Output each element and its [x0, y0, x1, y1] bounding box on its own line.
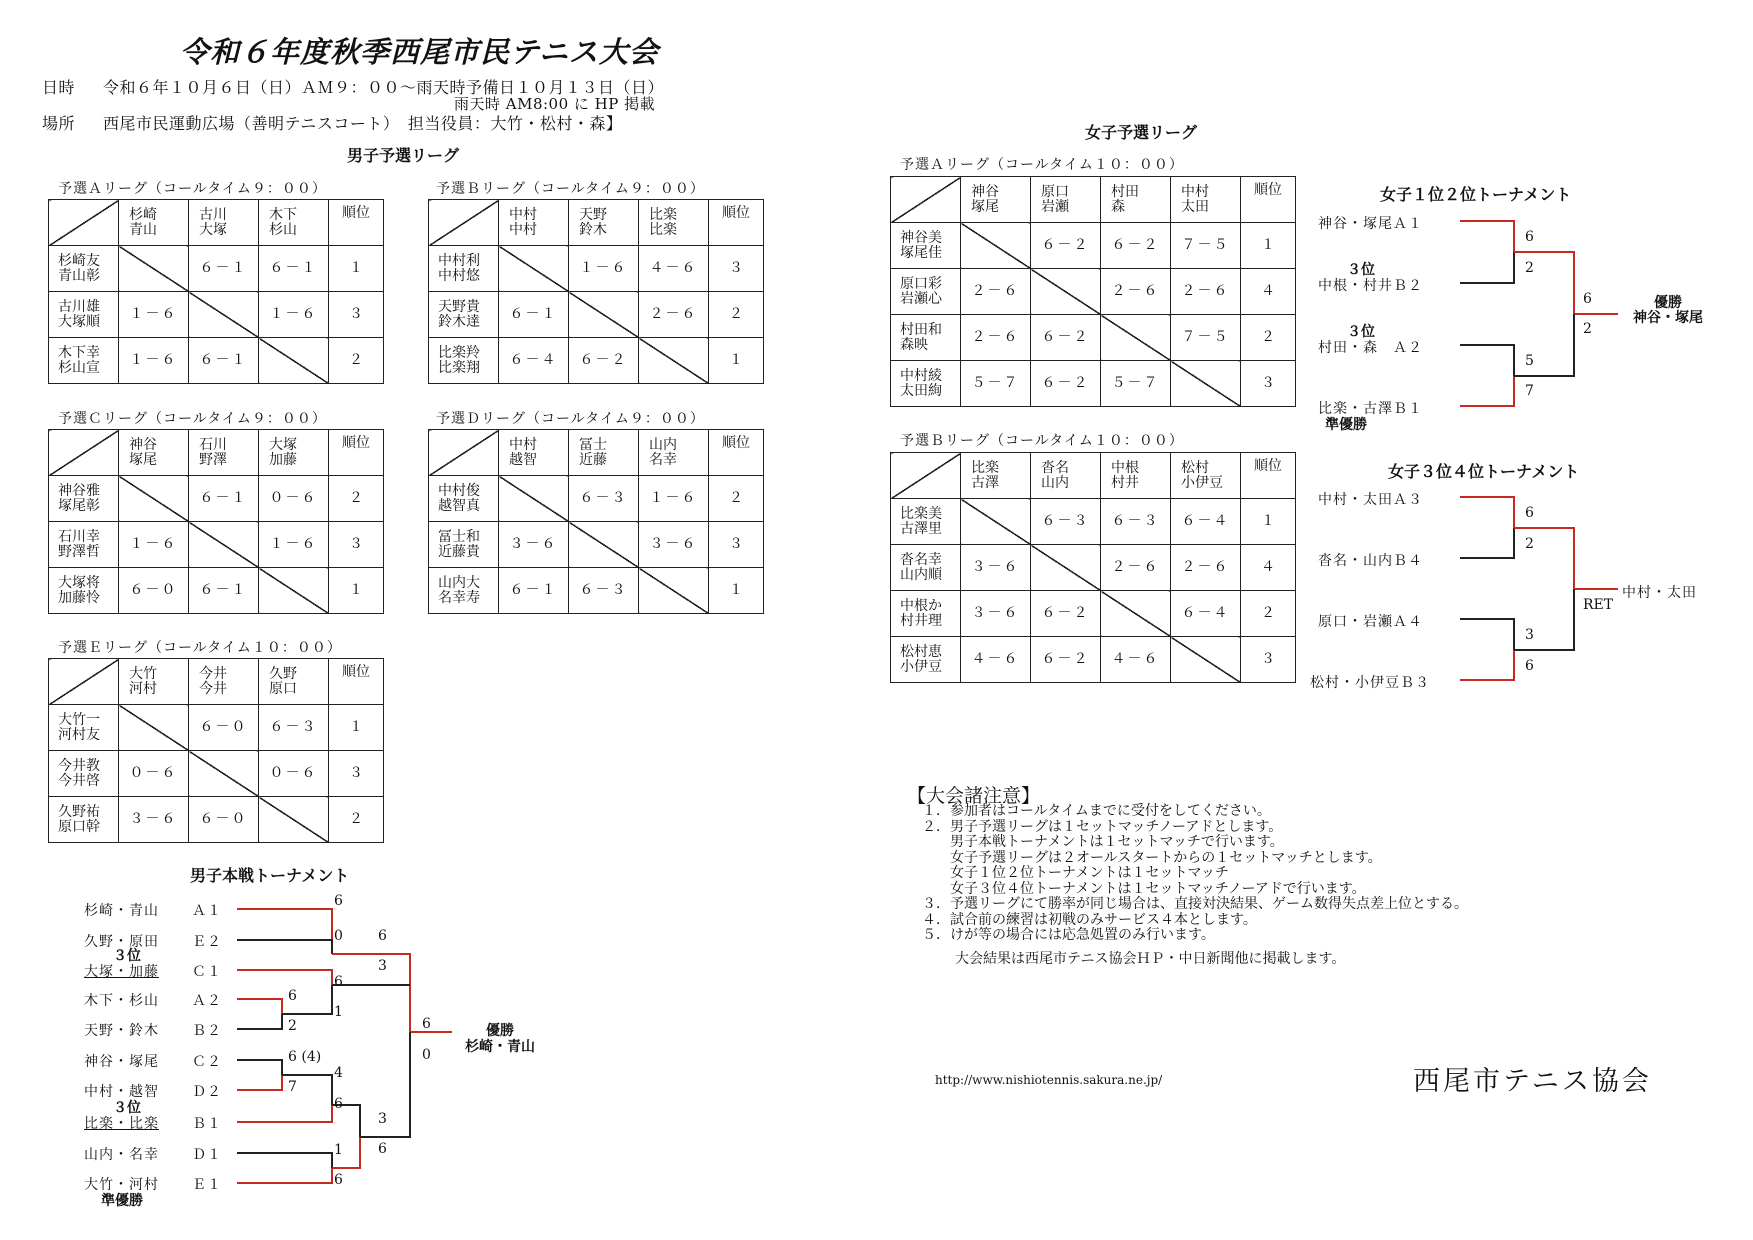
column-header: 中村 太田 — [1171, 177, 1241, 223]
men-score: 6 — [334, 893, 343, 909]
men-score: 1 — [334, 1142, 343, 1158]
score-cell: ３－６ — [961, 591, 1031, 637]
row-header: 木下幸 杉山宣 — [49, 338, 119, 384]
league-title-men-a: 予選Ａリーグ（コールタイム９：００） — [58, 181, 327, 197]
women-league-title: 女子予選リーグ — [1085, 123, 1198, 142]
men-score: 3 — [378, 1111, 387, 1127]
rank-cell: ３ — [1241, 361, 1296, 407]
score-cell: ６－３ — [1101, 499, 1171, 545]
score-cell: ６－４ — [1171, 591, 1241, 637]
bracket-line-winner — [1460, 376, 1514, 406]
men-player-9: 山内・名幸 — [84, 1147, 159, 1163]
score-cell: ２－６ — [639, 292, 709, 338]
men-seed-6: Ｃ２ — [192, 1054, 222, 1070]
rank-cell: ２ — [329, 476, 384, 522]
rank-cell: ３ — [709, 246, 764, 292]
rank-header: 順位 — [329, 659, 384, 705]
women-t12-score: 6 — [1525, 229, 1534, 245]
rank-header: 順位 — [1241, 453, 1296, 499]
women-t12-runner-up-label: 準優勝 — [1325, 417, 1367, 433]
notes-line: ４．試合前の練習は初戦のみサービス４本とします。 — [922, 911, 1257, 928]
men-score: 2 — [288, 1018, 297, 1034]
row-header: 中村綾 太田絢 — [891, 361, 961, 407]
score-cell: ５－７ — [961, 361, 1031, 407]
score-cell: ５－７ — [1101, 361, 1171, 407]
column-header: 木下 杉山 — [259, 200, 329, 246]
score-cell: ３－６ — [499, 522, 569, 568]
rank-header: 順位 — [1241, 177, 1296, 223]
score-cell: ３－６ — [961, 545, 1031, 591]
bracket-line-winner — [1460, 497, 1514, 528]
score-cell: ６－１ — [259, 246, 329, 292]
column-header: 大塚 加藤 — [259, 430, 329, 476]
women-t12-score: 5 — [1525, 353, 1534, 369]
score-cell: ６－２ — [1031, 223, 1101, 269]
men-third-label-1: ３位 — [113, 948, 141, 964]
rank-header: 順位 — [709, 200, 764, 246]
place-value: 西尾市民運動広場（善明テニスコート） 担当役員：大竹・松村・森】 — [103, 114, 623, 133]
row-header: 村田和 森映 — [891, 315, 961, 361]
women-t34-score: 6 — [1525, 658, 1534, 674]
notes-line: ３．予選リーグにて勝率が同じ場合は、直接対決結果、ゲーム数得失点差上位とする。 — [922, 896, 1468, 912]
men-r1-match-3 — [237, 1060, 282, 1090]
score-cell: ２－６ — [1101, 545, 1171, 591]
men-score: 0 — [422, 1047, 431, 1063]
row-header: 杉崎友 青山彰 — [49, 246, 119, 292]
row-header: 比楽美 古澤里 — [891, 499, 961, 545]
league-title-men-d: 予選Ｄリーグ（コールタイム９：００） — [436, 411, 705, 427]
women-t34-winner: 中村・太田 — [1622, 585, 1697, 601]
score-cell: ６－１ — [189, 246, 259, 292]
men-seed-3: Ｃ１ — [192, 964, 222, 980]
score-cell: ３－６ — [119, 797, 189, 843]
women-t12-champion: 神谷・塚尾 — [1633, 310, 1703, 326]
men-player-1: 杉崎・青山 — [84, 903, 159, 919]
rank-cell: １ — [1241, 223, 1296, 269]
women-t12-score: 6 — [1583, 291, 1592, 307]
men-player-7: 中村・越智 — [84, 1084, 159, 1100]
column-header: 天野 鈴木 — [569, 200, 639, 246]
rank-header: 順位 — [329, 200, 384, 246]
score-cell: ４－６ — [961, 637, 1031, 683]
page-title: 令和６年度秋季西尾市民テニス大会 — [180, 35, 659, 69]
rank-cell: １ — [1241, 499, 1296, 545]
row-header: 山内大 名幸寿 — [429, 568, 499, 614]
league-title-women-a: 予選Ａリーグ（コールタイム１０：００） — [900, 157, 1184, 173]
bracket-line-loser — [1460, 528, 1514, 558]
notes-line: 女子３位４位トーナメントは１セットマッチノーアドで行います。 — [922, 880, 1366, 897]
notes-result-line: 大会結果は西尾市テニス協会ＨＰ・中日新聞他に掲載します。 — [955, 951, 1346, 967]
score-cell: ４－６ — [639, 246, 709, 292]
women-t12-score: 7 — [1525, 383, 1534, 399]
row-header: 原口彩 岩瀬心 — [891, 269, 961, 315]
men-player-4: 木下・杉山 — [84, 993, 159, 1009]
score-cell: １－６ — [119, 292, 189, 338]
row-header: 大塚将 加藤怜 — [49, 568, 119, 614]
row-header: 古川雄 大塚順 — [49, 292, 119, 338]
notes-line: ５．けが等の場合には応急処置のみ行います。 — [922, 927, 1215, 943]
men-score: 6 (4) — [288, 1049, 322, 1065]
men-champion: 杉崎・青山 — [465, 1039, 535, 1055]
rank-cell: ４ — [1241, 269, 1296, 315]
score-cell: ６－４ — [499, 338, 569, 384]
column-header: 冨士 近藤 — [569, 430, 639, 476]
bracket-line-loser — [237, 1014, 282, 1029]
score-cell: ６－１ — [499, 292, 569, 338]
score-cell: ６－２ — [1031, 361, 1101, 407]
row-header: 今井教 今井啓 — [49, 751, 119, 797]
score-cell: ６－３ — [569, 568, 639, 614]
notes-list — [922, 804, 1468, 944]
men-player-6: 神谷・塚尾 — [84, 1054, 159, 1070]
score-cell: ４－６ — [1101, 637, 1171, 683]
score-cell: ２－６ — [961, 269, 1031, 315]
men-score: 4 — [334, 1065, 343, 1081]
men-score: 1 — [334, 1004, 343, 1020]
row-header: 中村利 中村悠 — [429, 246, 499, 292]
men-r3-match-1 — [332, 954, 410, 1032]
bracket-line-loser — [1514, 314, 1574, 376]
men-score: 6 — [378, 928, 387, 944]
column-header: 今井 今井 — [189, 659, 259, 705]
score-cell: ６－３ — [569, 476, 639, 522]
men-player-10: 大竹・河村 — [84, 1177, 159, 1193]
bracket-line-winner — [1460, 221, 1514, 252]
women-t34-player-1: 中村・太田Ａ３ — [1318, 492, 1423, 508]
men-seed-8: Ｂ１ — [192, 1116, 222, 1132]
men-seed-1: Ａ１ — [192, 903, 222, 919]
notes-line: 男子本戦トーナメントは１セットマッチで行います。 — [922, 834, 1284, 850]
notes-line: １．参加者はコールタイムまでに受付をしてください。 — [922, 803, 1271, 819]
women-t12-score: 2 — [1583, 321, 1592, 337]
men-score: 6 — [334, 1172, 343, 1188]
rank-cell: ３ — [709, 522, 764, 568]
score-cell: ６－１ — [499, 568, 569, 614]
score-cell: ６－０ — [119, 568, 189, 614]
rank-cell: １ — [329, 705, 384, 751]
men-seed-4: Ａ２ — [192, 993, 222, 1009]
score-cell: ２－６ — [1171, 269, 1241, 315]
notes-line: 女子１位２位トーナメントは１セットマッチ — [922, 865, 1229, 881]
women-t34-ret: RET — [1583, 597, 1614, 613]
rank-cell: ２ — [709, 476, 764, 522]
bracket-line-winner — [237, 1075, 282, 1090]
score-cell: ６－２ — [1031, 591, 1101, 637]
score-cell: ６－０ — [189, 705, 259, 751]
rain-note: 雨天時 AM8:00 に HP 掲載 — [454, 95, 656, 113]
score-cell: ６－３ — [259, 705, 329, 751]
row-header: 大竹一 河村友 — [49, 705, 119, 751]
men-score: 6 — [288, 988, 297, 1004]
women-t34-semi-1 — [1460, 497, 1514, 558]
men-r2-match-1 — [237, 970, 332, 1014]
score-cell: ６－４ — [1171, 499, 1241, 545]
men-seed-7: Ｄ２ — [192, 1084, 222, 1100]
column-header: 大竹 河村 — [119, 659, 189, 705]
women-t34-score: 2 — [1525, 536, 1534, 552]
rank-cell: ２ — [709, 292, 764, 338]
score-cell: ７－５ — [1171, 315, 1241, 361]
men-r2-match-2 — [237, 1075, 332, 1122]
women-t34-player-4: 松村・小伊豆Ｂ３ — [1310, 675, 1430, 691]
bracket-line-winner — [237, 970, 332, 985]
men-score: 6 — [378, 1141, 387, 1157]
women-t34-player-3: 原口・岩瀬Ａ４ — [1318, 614, 1423, 630]
column-header: 古川 大塚 — [189, 200, 259, 246]
column-header: 神谷 塚尾 — [119, 430, 189, 476]
men-score: 6 — [422, 1016, 431, 1032]
column-header: 山内 名幸 — [639, 430, 709, 476]
column-header: 比楽 比楽 — [639, 200, 709, 246]
bracket-line-loser — [1514, 589, 1574, 650]
rank-cell: ３ — [329, 292, 384, 338]
men-player-5: 天野・鈴木 — [84, 1023, 159, 1039]
score-cell: ７－５ — [1171, 223, 1241, 269]
men-player-8: 比楽・比楽 — [84, 1116, 159, 1132]
association-name: 西尾市テニス協会 — [1413, 1066, 1652, 1097]
place-label: 場所 — [42, 114, 76, 133]
row-header: 中根か 村井理 — [891, 591, 961, 637]
score-cell: ６－２ — [1101, 223, 1171, 269]
men-score: 0 — [334, 928, 343, 944]
women-t12-title: 女子１位２位トーナメント — [1380, 185, 1572, 204]
men-player-2: 久野・原田 — [84, 934, 159, 950]
score-cell: ２－６ — [961, 315, 1031, 361]
rank-cell: ２ — [329, 797, 384, 843]
league-title-women-b: 予選Ｂリーグ（コールタイム１０：００） — [900, 433, 1184, 449]
rank-cell: ２ — [329, 338, 384, 384]
women-t12-player-2: 中根・村井Ｂ２ — [1318, 278, 1423, 294]
column-header: 中村 越智 — [499, 430, 569, 476]
women-t34-score: 6 — [1525, 505, 1534, 521]
men-r3-match-2 — [332, 1105, 360, 1168]
notes-line: 女子予選リーグは２オールスタートからの１セットマッチとします。 — [922, 849, 1382, 866]
women-t12-semi-1 — [1460, 221, 1514, 283]
score-cell: ０－６ — [119, 751, 189, 797]
score-cell: ６－３ — [1031, 499, 1101, 545]
score-cell: １－６ — [569, 246, 639, 292]
date-value: 令和６年１０月６日（日）ＡＭ９：００〜雨天時予備日１０月１３日（日） — [103, 78, 665, 97]
rank-header: 順位 — [329, 430, 384, 476]
column-header: 村田 森 — [1101, 177, 1171, 223]
score-cell: ６－２ — [1031, 637, 1101, 683]
column-header: 沓名 山内 — [1031, 453, 1101, 499]
score-cell: ６－０ — [189, 797, 259, 843]
women-t12-champion-label: 優勝 — [1654, 295, 1682, 311]
date-label: 日時 — [42, 78, 76, 97]
score-cell: ２－６ — [1171, 545, 1241, 591]
men-score: 7 — [288, 1079, 297, 1095]
men-runner-up-label: 準優勝 — [101, 1193, 143, 1209]
men-champion-label: 優勝 — [486, 1023, 514, 1039]
women-t12-player-4: 比楽・古澤Ｂ１ — [1318, 401, 1423, 417]
women-t12-player-1: 神谷・塚尾Ａ１ — [1318, 216, 1423, 232]
score-cell: ２－６ — [1101, 269, 1171, 315]
bracket-line-winner — [1460, 650, 1514, 680]
row-header: 神谷美 塚尾佳 — [891, 223, 961, 269]
score-cell: １－６ — [119, 338, 189, 384]
score-cell: ６－１ — [189, 476, 259, 522]
column-header: 杉崎 青山 — [119, 200, 189, 246]
men-score: 3 — [378, 958, 387, 974]
men-score: 6 — [334, 1096, 343, 1112]
bracket-line-winner — [237, 999, 282, 1014]
column-header: 松村 小伊豆 — [1171, 453, 1241, 499]
women-t12-player-3: 村田・森 Ａ２ — [1318, 340, 1423, 356]
rank-cell: ４ — [1241, 545, 1296, 591]
column-header: 神谷 塚尾 — [961, 177, 1031, 223]
women-t12-third-label-1: ３位 — [1347, 262, 1375, 278]
men-score: 6 — [334, 974, 343, 990]
rank-cell: ２ — [1241, 591, 1296, 637]
men-final — [360, 1032, 452, 1137]
score-cell: ０－６ — [259, 751, 329, 797]
women-t12-score: 2 — [1525, 260, 1534, 276]
men-seed-5: Ｂ２ — [192, 1023, 222, 1039]
rank-cell: １ — [329, 246, 384, 292]
association-url[interactable]: http://www.nishiotennis.sakura.ne.jp/ — [935, 1073, 1163, 1087]
row-header: 松村恵 小伊豆 — [891, 637, 961, 683]
score-cell: ０－６ — [259, 476, 329, 522]
score-cell: ６－２ — [569, 338, 639, 384]
women-t34-score: 3 — [1525, 627, 1534, 643]
rank-cell: ２ — [1241, 315, 1296, 361]
league-title-men-b: 予選Ｂリーグ（コールタイム９：００） — [436, 181, 705, 197]
score-cell: ６－１ — [189, 338, 259, 384]
column-header: 原口 岩瀬 — [1031, 177, 1101, 223]
women-t12-third-label-2: ３位 — [1347, 324, 1375, 340]
score-cell: １－６ — [259, 522, 329, 568]
men-league-title: 男子予選リーグ — [347, 146, 460, 165]
bracket-line-winner — [237, 909, 332, 954]
row-header: 神谷雅 塚尾彰 — [49, 476, 119, 522]
bracket-line-winner — [237, 1105, 332, 1122]
women-t34-semi-2 — [1460, 619, 1514, 680]
notes-title: 【大会諸注意】 — [907, 785, 1041, 807]
score-cell: ６－２ — [1031, 315, 1101, 361]
score-cell: １－６ — [259, 292, 329, 338]
notes-line: ２．男子予選リーグは１セットマッチノーアドとします。 — [922, 818, 1283, 835]
men-r1-match-1 — [237, 909, 332, 954]
row-header: 石川幸 野澤哲 — [49, 522, 119, 568]
women-t12-semi-2 — [1460, 345, 1514, 406]
row-header: 沓名幸 山内順 — [891, 545, 961, 591]
men-tournament-title: 男子本戦トーナメント — [190, 866, 350, 885]
bracket-line-loser — [237, 940, 332, 954]
bracket-line-loser — [1460, 345, 1514, 376]
score-cell: ６－１ — [189, 568, 259, 614]
bracket-line-winner — [237, 1168, 332, 1183]
column-header: 久野 原口 — [259, 659, 329, 705]
men-seed-9: Ｄ１ — [192, 1147, 222, 1163]
men-player-3: 大塚・加藤 — [84, 964, 159, 980]
bracket-line-winner — [332, 954, 410, 1032]
row-header: 天野貴 鈴木達 — [429, 292, 499, 338]
score-cell: １－６ — [639, 476, 709, 522]
bracket-line-loser — [1460, 619, 1514, 650]
row-header: 中村俊 越智真 — [429, 476, 499, 522]
row-header: 久野祐 原口幹 — [49, 797, 119, 843]
bracket-line-loser — [1460, 252, 1514, 283]
bracket-line-loser — [237, 1060, 282, 1075]
column-header: 石川 野澤 — [189, 430, 259, 476]
men-seed-2: Ｅ２ — [192, 934, 222, 950]
score-cell: ３－６ — [639, 522, 709, 568]
men-third-label-2: ３位 — [113, 1100, 141, 1116]
league-title-men-e: 予選Ｅリーグ（コールタイム１０：００） — [58, 640, 342, 656]
rank-header: 順位 — [709, 430, 764, 476]
row-header: 比楽羚 比楽翔 — [429, 338, 499, 384]
rank-cell: １ — [329, 568, 384, 614]
bracket-line-loser — [237, 1153, 332, 1168]
column-header: 中根 村井 — [1101, 453, 1171, 499]
rank-cell: １ — [709, 568, 764, 614]
rank-cell: ３ — [1241, 637, 1296, 683]
column-header: 中村 中村 — [499, 200, 569, 246]
men-seed-10: Ｅ１ — [192, 1177, 222, 1193]
score-cell: １－６ — [119, 522, 189, 568]
women-t34-title: 女子３位４位トーナメント — [1388, 462, 1580, 481]
men-r1-match-2 — [237, 999, 282, 1029]
column-header: 比楽 古澤 — [961, 453, 1031, 499]
women-t34-player-2: 沓名・山内Ｂ４ — [1318, 553, 1423, 569]
row-header: 冨士和 近藤貴 — [429, 522, 499, 568]
league-title-men-c: 予選Ｃリーグ（コールタイム９：００） — [58, 411, 327, 427]
rank-cell: ３ — [329, 751, 384, 797]
rank-cell: ３ — [329, 522, 384, 568]
men-r1-match-4 — [237, 1153, 332, 1183]
rank-cell: １ — [709, 338, 764, 384]
